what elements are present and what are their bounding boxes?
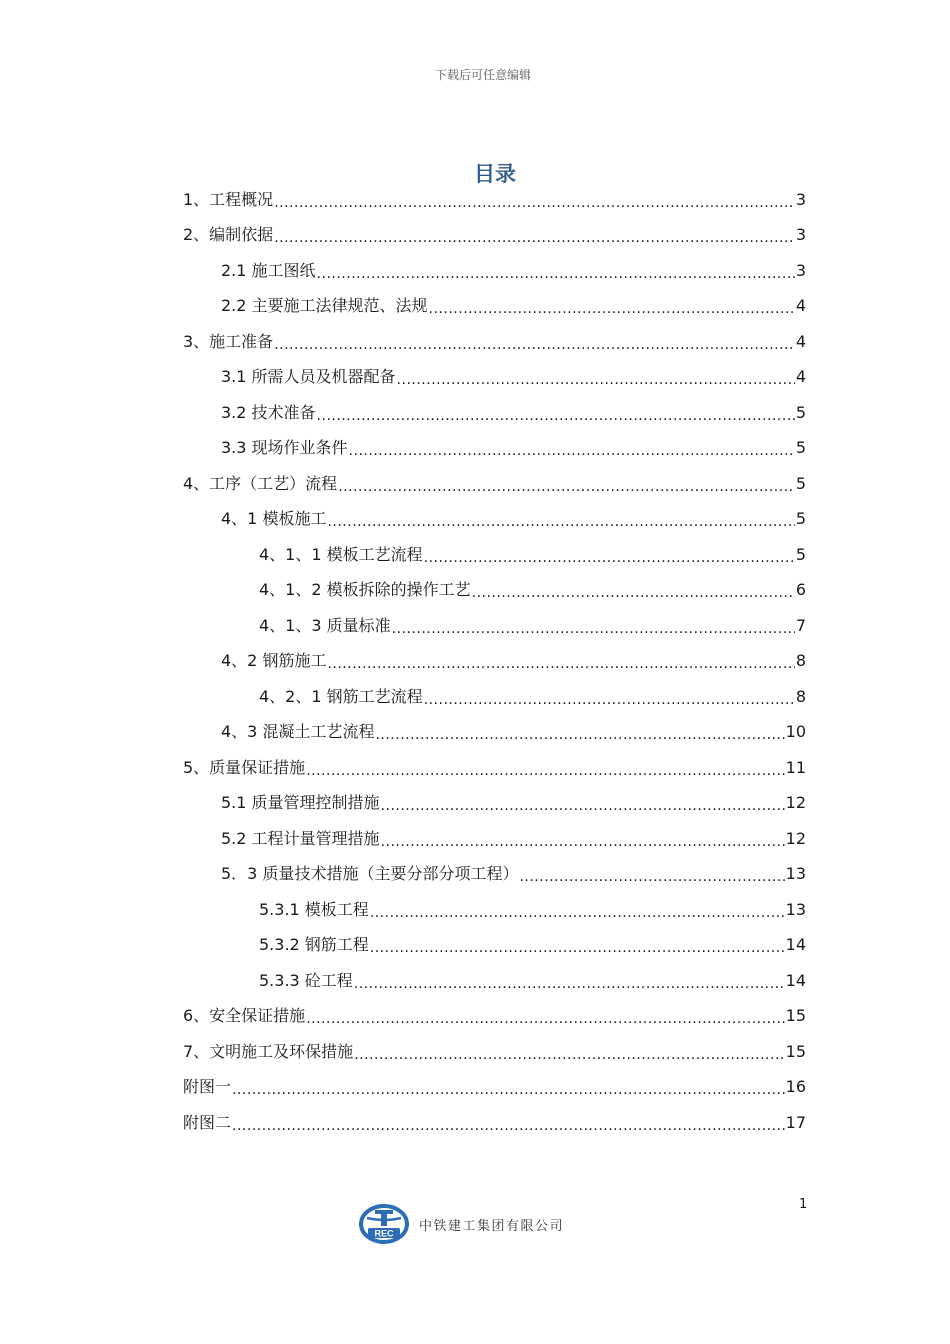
- toc-entry-page: 7: [795, 615, 806, 635]
- toc-dot-leader: [392, 619, 795, 639]
- header-note: 下载后可任意编辑: [434, 68, 531, 82]
- toc-entry-page: 3: [795, 189, 806, 209]
- toc-entry-text: 7、文明施工及环保措施: [183, 1041, 354, 1061]
- toc-entry[interactable]: [183, 253, 806, 289]
- toc-dot-leader: [306, 761, 784, 781]
- toc-entry[interactable]: [183, 857, 806, 893]
- toc-title: 目录: [474, 162, 516, 186]
- toc-entry-page: 10: [785, 722, 806, 742]
- toc-entry-text: 3.2 技术准备: [221, 402, 316, 422]
- toc-entry[interactable]: [183, 644, 806, 680]
- toc-entry-text: 4、1、3 质量标准: [259, 615, 391, 635]
- toc-dot-leader: [349, 441, 795, 461]
- toc-entry[interactable]: [183, 289, 806, 325]
- toc-entry[interactable]: [183, 431, 806, 467]
- toc-entry-text: 2.1 施工图纸: [221, 260, 316, 280]
- toc-entry-text: 5.2 工程计量管理措施: [221, 828, 380, 848]
- toc-entry-page: 4: [795, 296, 806, 316]
- toc-entry-text: 5.1 质量管理控制措施: [221, 793, 380, 813]
- toc-entry-page: 4: [795, 331, 806, 351]
- toc-entry-text: 4、工序（工艺）流程: [183, 473, 338, 493]
- toc-dot-leader: [317, 406, 795, 426]
- toc-dot-leader: [354, 1045, 784, 1065]
- toc-entry-page: 16: [785, 1077, 806, 1097]
- toc-entry-page: 12: [785, 828, 806, 848]
- toc-dot-leader: [370, 938, 785, 958]
- toc-entry-page: 5: [795, 402, 806, 422]
- toc-entry-text: 4、2 钢筋施工: [221, 651, 327, 671]
- toc-entry-page: 17: [785, 1112, 806, 1132]
- toc-dot-leader: [274, 193, 795, 213]
- toc-dot-leader: [327, 512, 794, 532]
- toc-entry-page: 8: [795, 686, 806, 706]
- toc-entry-text: 6、安全保证措施: [183, 1006, 306, 1026]
- toc-dot-leader: [232, 1080, 785, 1100]
- page-number: 1: [799, 1197, 808, 1212]
- toc-entry-text: 4、2、1 钢筋工艺流程: [259, 686, 423, 706]
- toc-entry[interactable]: [183, 1105, 806, 1141]
- toc-entry-page: 4: [795, 367, 806, 387]
- toc-entry[interactable]: [183, 324, 806, 360]
- toc-entry[interactable]: [183, 182, 806, 218]
- toc-entry[interactable]: [183, 466, 806, 502]
- toc-entry[interactable]: [183, 679, 806, 715]
- toc-entry-text: 5.3.3 砼工程: [259, 970, 353, 990]
- toc-entry-page: 15: [785, 1041, 806, 1061]
- toc-entry-text: 3.1 所需人员及机器配备: [221, 367, 396, 387]
- toc-entry-page: 3: [795, 225, 806, 245]
- toc-entry-text: 5．3 质量技术措施（主要分部分项工程）: [221, 864, 519, 884]
- toc-dot-leader: [317, 264, 795, 284]
- toc-entry-page: 5: [795, 473, 806, 493]
- toc-dot-leader: [338, 477, 795, 497]
- toc-entry[interactable]: [183, 537, 806, 573]
- toc-dot-leader: [354, 974, 785, 994]
- toc-entry-text: 5.3.2 钢筋工程: [259, 935, 369, 955]
- toc-entry-page: 6: [795, 580, 806, 600]
- toc-dot-leader: [424, 548, 795, 568]
- toc-dot-leader: [381, 796, 785, 816]
- company-name: 中铁建工集团有限公司: [419, 1218, 565, 1234]
- toc-entry-text: 附图二: [183, 1112, 232, 1132]
- toc-dot-leader: [327, 654, 794, 674]
- toc-entry-text: 4、1、2 模板拆除的操作工艺: [259, 580, 471, 600]
- toc-entry-page: 15: [785, 1006, 806, 1026]
- toc-dot-leader: [381, 832, 785, 852]
- toc-entry[interactable]: [183, 1034, 806, 1070]
- toc-entry[interactable]: [183, 892, 806, 928]
- toc-entry[interactable]: [183, 573, 806, 609]
- toc-dot-leader: [306, 1009, 784, 1029]
- toc-dot-leader: [397, 370, 795, 390]
- toc-entry-text: 3、施工准备: [183, 331, 274, 351]
- toc-dot-leader: [472, 583, 795, 603]
- toc-entry-page: 12: [785, 793, 806, 813]
- toc-entry-page: 13: [785, 864, 806, 884]
- toc-dot-leader: [424, 690, 795, 710]
- toc-entry[interactable]: [183, 218, 806, 254]
- toc-entry[interactable]: [183, 821, 806, 857]
- toc-entry-text: 5.3.1 模板工程: [259, 899, 369, 919]
- footer: [359, 1204, 564, 1244]
- toc-entry-text: 1、工程概况: [183, 189, 274, 209]
- toc-entry-page: 14: [785, 935, 806, 955]
- toc-entry-text: 5、质量保证措施: [183, 757, 306, 777]
- toc-entry[interactable]: [183, 715, 806, 751]
- toc-entry[interactable]: [183, 502, 806, 538]
- toc-entry-page: 14: [785, 970, 806, 990]
- toc-dot-leader: [375, 725, 784, 745]
- toc-entry-page: 13: [785, 899, 806, 919]
- toc-entry-text: 4、1、1 模板工艺流程: [259, 544, 423, 564]
- toc-entry[interactable]: [183, 786, 806, 822]
- toc-entry[interactable]: [183, 999, 806, 1035]
- table-of-contents: [183, 182, 806, 1141]
- toc-entry[interactable]: [183, 1070, 806, 1106]
- toc-entry-text: 4、1 模板施工: [221, 509, 327, 529]
- toc-entry-page: 3: [795, 260, 806, 280]
- toc-entry-page: 5: [795, 509, 806, 529]
- toc-entry[interactable]: [183, 395, 806, 431]
- toc-dot-leader: [519, 867, 784, 887]
- toc-entry[interactable]: [183, 750, 806, 786]
- toc-entry[interactable]: [183, 360, 806, 396]
- toc-entry-text: 附图一: [183, 1077, 232, 1097]
- toc-entry[interactable]: [183, 928, 806, 964]
- toc-entry-text: 4、3 混凝土工艺流程: [221, 722, 375, 742]
- toc-entry-page: 5: [795, 438, 806, 458]
- toc-dot-leader: [274, 335, 795, 355]
- toc-dot-leader: [429, 299, 795, 319]
- toc-entry-page: 8: [795, 651, 806, 671]
- toc-entry[interactable]: [183, 963, 806, 999]
- toc-dot-leader: [232, 1116, 785, 1136]
- toc-entry-text: 2、编制依据: [183, 225, 274, 245]
- toc-entry-page: 11: [785, 757, 806, 777]
- logo-text: REC: [374, 1228, 394, 1239]
- toc-dot-leader: [370, 903, 785, 923]
- toc-dot-leader: [274, 228, 795, 248]
- toc-entry-text: 3.3 现场作业条件: [221, 438, 348, 458]
- toc-entry[interactable]: [183, 608, 806, 644]
- toc-entry-text: 2.2 主要施工法律规范、法规: [221, 296, 428, 316]
- company-logo-icon: [359, 1204, 409, 1244]
- toc-entry-page: 5: [795, 544, 806, 564]
